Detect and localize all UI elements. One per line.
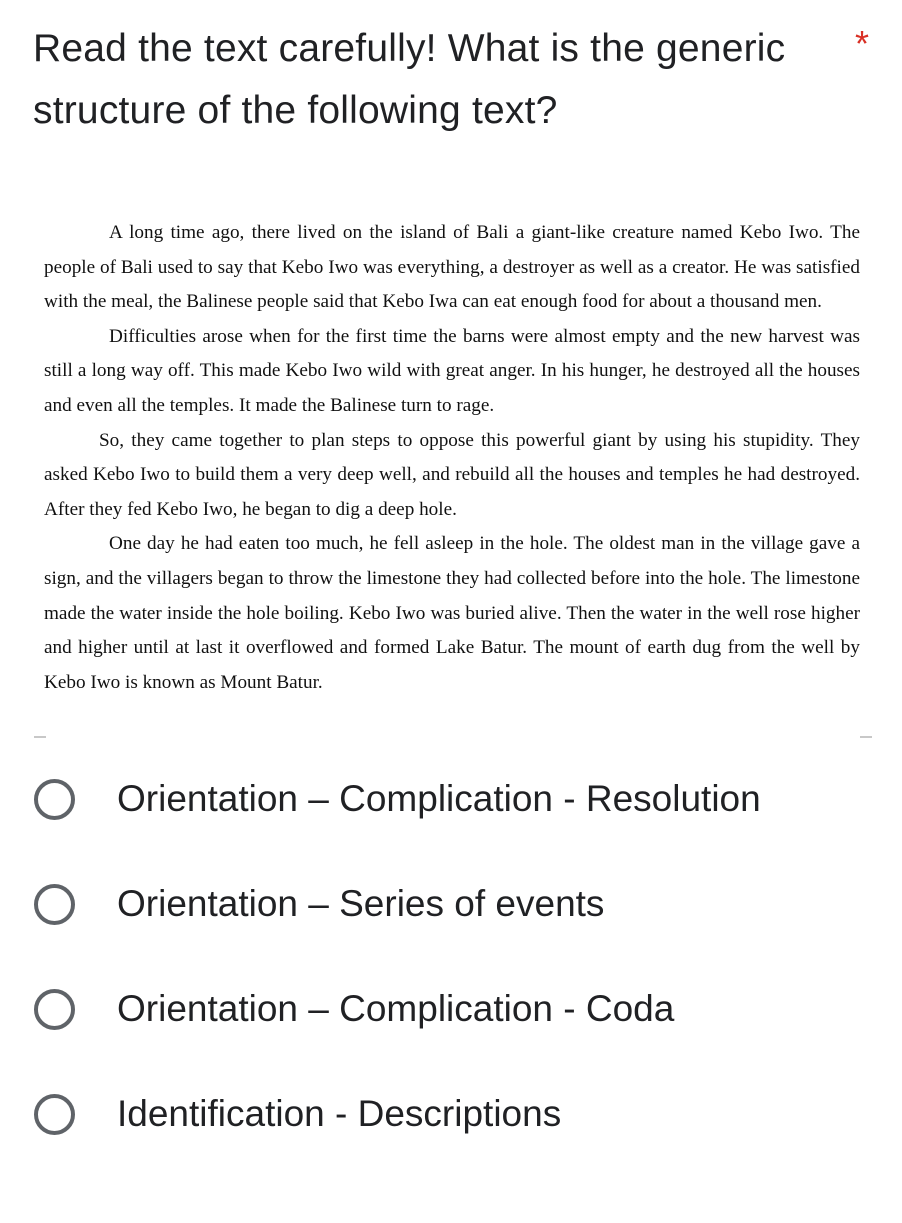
passage-paragraph-4: One day he had eaten too much, he fell asleep in the hole. The oldest man in the village gave a sign, and the villagers began to throw the limestone they had collected before into the hole. The limestone made the water inside the hole boiling. Kebo Iwo was buried alive. Then the water in the well rose higher and higher until at last it overflowed and formed Lake Batur. The mount of earth dug from the well by Kebo Iwo is known as Mount Batur. (44, 533, 860, 693)
option-label-2[interactable]: Orientation – Series of events (117, 883, 605, 924)
option-label-1[interactable]: Orientation – Complication - Resolution (117, 778, 761, 819)
passage-paragraph-1: A long time ago, there lived on the island of Bali a giant-like creature named Kebo Iwo. The people of Bali used to say that Kebo Iwo was everything, a destroyer as well as a creator. He was satisfied with the meal, the Balinese people said that Kebo Iwa can eat enough food for about a thousand men. (44, 222, 860, 313)
radio-button-1[interactable] (34, 779, 75, 820)
question-title: Read the text carefully! What is the generic structure of the following text? (33, 27, 786, 132)
crop-mark-right (860, 736, 872, 738)
radio-button-4[interactable] (34, 1094, 75, 1135)
option-3[interactable] (34, 981, 874, 1086)
passage-image (44, 216, 860, 700)
option-label-4[interactable]: Identification - Descriptions (117, 1093, 562, 1134)
radio-button-2[interactable] (34, 884, 75, 925)
option-label-3[interactable]: Orientation – Complication - Coda (117, 988, 675, 1029)
options-list (34, 771, 874, 1191)
option-1[interactable] (34, 771, 874, 876)
option-2[interactable] (34, 876, 874, 981)
crop-mark-left (34, 736, 46, 738)
passage-paragraph-3: So, they came together to plan steps to oppose this powerful giant by using his stupidity. They asked Kebo Iwo to build them a very deep well, and rebuild all the houses and temples he had destroyed. After they fed Kebo Iwo, he began to dig a deep hole. (44, 429, 860, 520)
required-asterisk: * (855, 23, 870, 64)
option-4[interactable] (34, 1086, 874, 1191)
passage-paragraph-2: Difficulties arose when for the first time the barns were almost empty and the new harvest was still a long way off. This made Kebo Iwo wild with great anger. In his hunger, he destroyed all the houses and even all the temples. It made the Balinese turn to rage. (44, 325, 860, 416)
radio-button-3[interactable] (34, 989, 75, 1030)
